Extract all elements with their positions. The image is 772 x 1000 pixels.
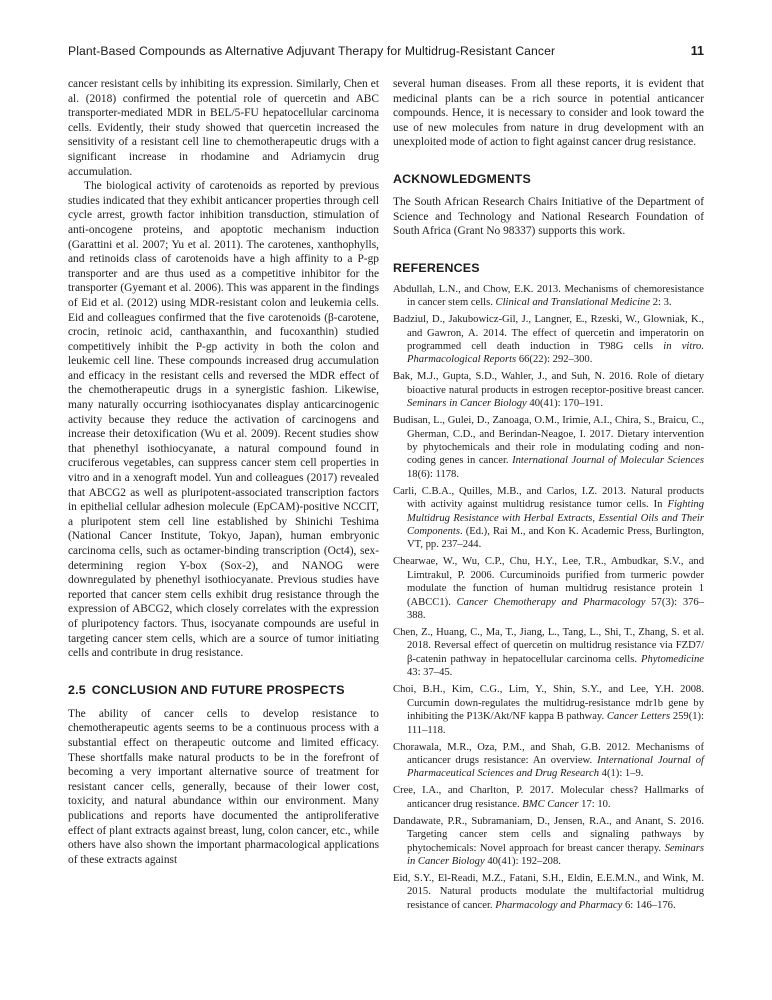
reference-text: Choi, B.H., Kim, C.G., Lim, Y., Shin, S.Y., and Lee, Y.H. 2008. Curcumin down-regulates the multidrug-resistance mdr1b gene by inhibiting the P13K/Akt/NF kappa B pathway. [393, 684, 704, 723]
reference-item [393, 683, 704, 737]
section-title: CONCLUSION AND FUTURE PROSPECTS [91, 682, 345, 697]
body-paragraph: several human diseases. From all these reports, it is evident that medicinal plants can be a rich source in potential anticancer compounds. Hence, it is necessary to consider and look toward the use of new molecules from nature in drug development with an unexploited mode of action to fight against cancer drug resistance. [393, 78, 704, 149]
reference-journal: Cancer Chemotherapy and Pharmacology [456, 596, 646, 608]
reference-text: Abdullah, L.N., and Chow, E.K. 2013. Mechanisms of chemoresistance in cancer stem cells. [393, 283, 704, 309]
reference-text: Badziul, D., Jakubowicz-Gil, J., Langner, E., Rzeski, W., Glowniak, K., and Gawron, A. 2014. The effect of quercetin and imperatorin on programmed cell death induction in T98G cells [393, 314, 704, 352]
reference-text: Chorawala, M.R., Oza, P.M., and Shah, G.B. 2012. Mechanisms of anticancer drugs resistance: An overview. [393, 741, 704, 766]
reference-text: Bak, M.J., Gupta, S.D., Wahler, J., and Suh, N. 2016. Role of dietary bioactive natural products in estrogen receptor-positive breast cancer. [393, 371, 704, 396]
reference-text: Chearwae, W., Wu, C.P., Chu, H.Y., Lee, T.R., Ambudkar, S.V., and Limtrakul, P. 2006. Curcuminoids purified from turmeric powder modulate the function of human multidrug resistance protein 1 (ABCC1). [393, 556, 704, 608]
body-paragraph: The biological activity of carotenoids as reported by previous studies indicated that they exhibit anticancer properties through cell cycle arrest, growth factor inhibition transduction, stimulation of anti-oncogene proteins, and apoptotic mechanism induction (Garattini et al. 2007; Yu et al. 2011). The carotenes, xanthophylls, and retinoids class of carotenoids have a high affinity to a P-gp transporter and are thus used as a competitive inhibitor for the transporter (Gyemant et al. 2006). This was apparent in the findings of Eid et al. (2012) using MDR-resistant colon and leukemia cells. Eid and colleagues confirmed that the five carotenoids (β-carotene, crocin, retinoic acid, canthaxanthin, and fucoxanthin) studied competitively inhibit the P-gp activity in both the colon and leukemic cell line. These compounds increased drug accumulation and efficacy in the resistant cells and reversed the MDR effect of the chemotherapeutic drugs in a synergistic fashion. Likewise, many naturally occurring isothiocyanates display anticarcinogenic activity because they reduce the activation of carcinogens and increase their detoxification (Wu et al. 2009). Recent studies show that phenethyl isothiocyanate, a natural compound found in cruciferous vegetables, can suppress cancer stem cell properties in vitro and in a xenograft model. Yun and colleagues (2017) revealed that ABCG2 as well as pluripotent-associated transcription factors in epithelial cellular adhesion molecule (EpCAM)-positive NCCIT, a pluripotent stem cell line established by Shinichi Teshima (National Cancer Institute, Tokyo, Japan), human embryonic carcinoma cells, such as octamer-binding transcription (Oct4), sex-determining region Y-box (Sox-2), and NANOG were downregulated by phenethyl isothiocyanate. Previous studies have reported that cancer stem cells exhibit drug resistance through the expression of ABCG2, which closely correlates with the expression of pluripotency factors. Thus, isocyanate compounds are useful in targeting cancer stem cells, which are a source of tumor initiating cells and contribute in drug resistance. [68, 180, 379, 660]
body-paragraph: cancer resistant cells by inhibiting its expression. Similarly, Chen et al. (2018) confirmed the potential role of quercetin and ABC transporter-mediated MDR in BEL/5-FU hepatocellular carcinoma cells. Evidently, their study showed that quercetin increased the sensitivity of a resistant cell line to chemotherapeutic drugs with a significant increase in rhodamine and Adriamycin drug accumulation. [68, 78, 379, 178]
reference-item [393, 370, 704, 410]
section-heading [68, 683, 379, 697]
reference-journal: Seminars in Cancer Biology [407, 398, 527, 410]
reference-citation: 259(1): 111–118. [407, 711, 704, 736]
reference-journal: International Journal of Molecular Sciences [512, 455, 704, 467]
reference-journal: Fighting Multidrug Resistance with Herbal Extracts, Essential Oils and Their Components [407, 499, 704, 538]
reference-citation: 6: 146–176. [622, 899, 676, 911]
section-number: 2.5 [68, 682, 86, 697]
reference-citation: 2: 3. [650, 297, 672, 309]
acknowledgments-text: The South African Research Chairs Initiative of the Department of Science and Technology and National Research Foundation of South Africa (Grant No 98337) supports this work. [393, 195, 704, 238]
reference-item [393, 414, 704, 481]
reference-citation: 4(1): 1–9. [599, 768, 644, 780]
reference-journal: International Journal of Pharmaceutical Sciences and Drug Research [407, 754, 705, 780]
reference-citation: . (Ed.), Rai M., and Kon K. Academic Press, Burlington, VT, pp. 237–244. [407, 526, 704, 551]
reference-text: Cree, I.A., and Charlton, P. 2017. Molecular chess? Hallmarks of anticancer drug resistance. [393, 785, 704, 810]
reference-text: Carli, C.B.A., Quilles, M.B., and Carlos, I.Z. 2013. Natural products with activity against multidrug resistance tumor cells. In [393, 485, 704, 511]
reference-text: Budisan, L., Gulei, D., Zanoaga, O.M., Irimie, A.I., Chira, S., Braicu, C., Gherman, C.D., and Berindan-Neagoe, I. 2017. Dietary intervention by phytochemicals and their role in modulating coding and non-coding genes in cancer. [393, 415, 704, 467]
reference-journal: Cancer Letters [606, 711, 671, 723]
reference-item [393, 283, 704, 310]
references-heading: REFERENCES [393, 260, 480, 275]
reference-item [393, 784, 704, 811]
reference-citation: 40(41): 170–191. [526, 398, 603, 410]
reference-item [393, 872, 704, 912]
reference-citation: 18(6): 1178. [407, 468, 459, 480]
reference-item [393, 741, 704, 781]
reference-journal: in vitro. Pharmacological Reports [407, 340, 704, 366]
reference-journal: BMC Cancer [522, 798, 579, 810]
reference-text: Dandawate, P.R., Subramaniam, D., Jensen, R.A., and Anant, S. 2016. Targeting cancer stem cells and signaling pathways by phytochemicals: Novel approach for breast cancer therapy. [393, 815, 704, 854]
reference-text: Chen, Z., Huang, C., Ma, T., Jiang, L., Tang, L., Shi, T., Zhang, S. et al. 2018. Reversal effect of quercetin on multidrug resistance via FZD7/β-catenin pathway in hepatocellular carcinoma cells. [393, 627, 704, 665]
left-column [68, 77, 379, 867]
running-header: Plant-Based Compounds as Alternative Adjuvant Therapy for Multidrug-Resistant Cancer [68, 44, 556, 58]
reference-item [393, 485, 704, 552]
reference-journal: Clinical and Translational Medicine [495, 297, 651, 309]
reference-journal: Phytomedicine [641, 653, 704, 665]
reference-journal: Seminars in Cancer Biology [407, 842, 704, 867]
reference-item [393, 815, 704, 869]
reference-list [393, 283, 704, 912]
page-number: 11 [690, 44, 704, 58]
reference-item [393, 555, 704, 622]
acknowledgments-heading: ACKNOWLEDGMENTS [393, 171, 531, 186]
reference-text: Eid, S.Y., El-Readi, M.Z., Fatani, S.H., Eldin, E.E.M.N., and Wink, M. 2015. Natural products modulate the multifactorial multidrug resistance of cancer. [393, 872, 704, 911]
reference-citation: 17: 10. [578, 798, 611, 810]
reference-citation: 40(41): 192–208. [484, 855, 561, 867]
reference-citation: 66(22): 292–300. [516, 354, 593, 366]
reference-item [393, 313, 704, 367]
reference-citation: 43: 37–45. [407, 667, 453, 679]
right-column [393, 77, 704, 916]
body-paragraph: The ability of cancer cells to develop resistance to chemotherapeutic agents seems to be a continuous process with a substantial effect on therapeutic outcome and limited efficacy. These shortfalls make natural products to be in the forefront of becoming a very important alternative source of treatment for resistant cancer cells, generally, because of their lower cost, toxicity, and natural abundance within our environment. Many publications and reports have documented the antiproliferative effect of plant extracts against breast, lung, colon cancer, etc., while others have also shown the important pharmacological applications of these extracts against [68, 707, 379, 866]
reference-journal: Pharmacology and Pharmacy [495, 899, 623, 911]
reference-citation: 57(3): 376–388. [407, 596, 705, 622]
reference-item [393, 626, 704, 680]
